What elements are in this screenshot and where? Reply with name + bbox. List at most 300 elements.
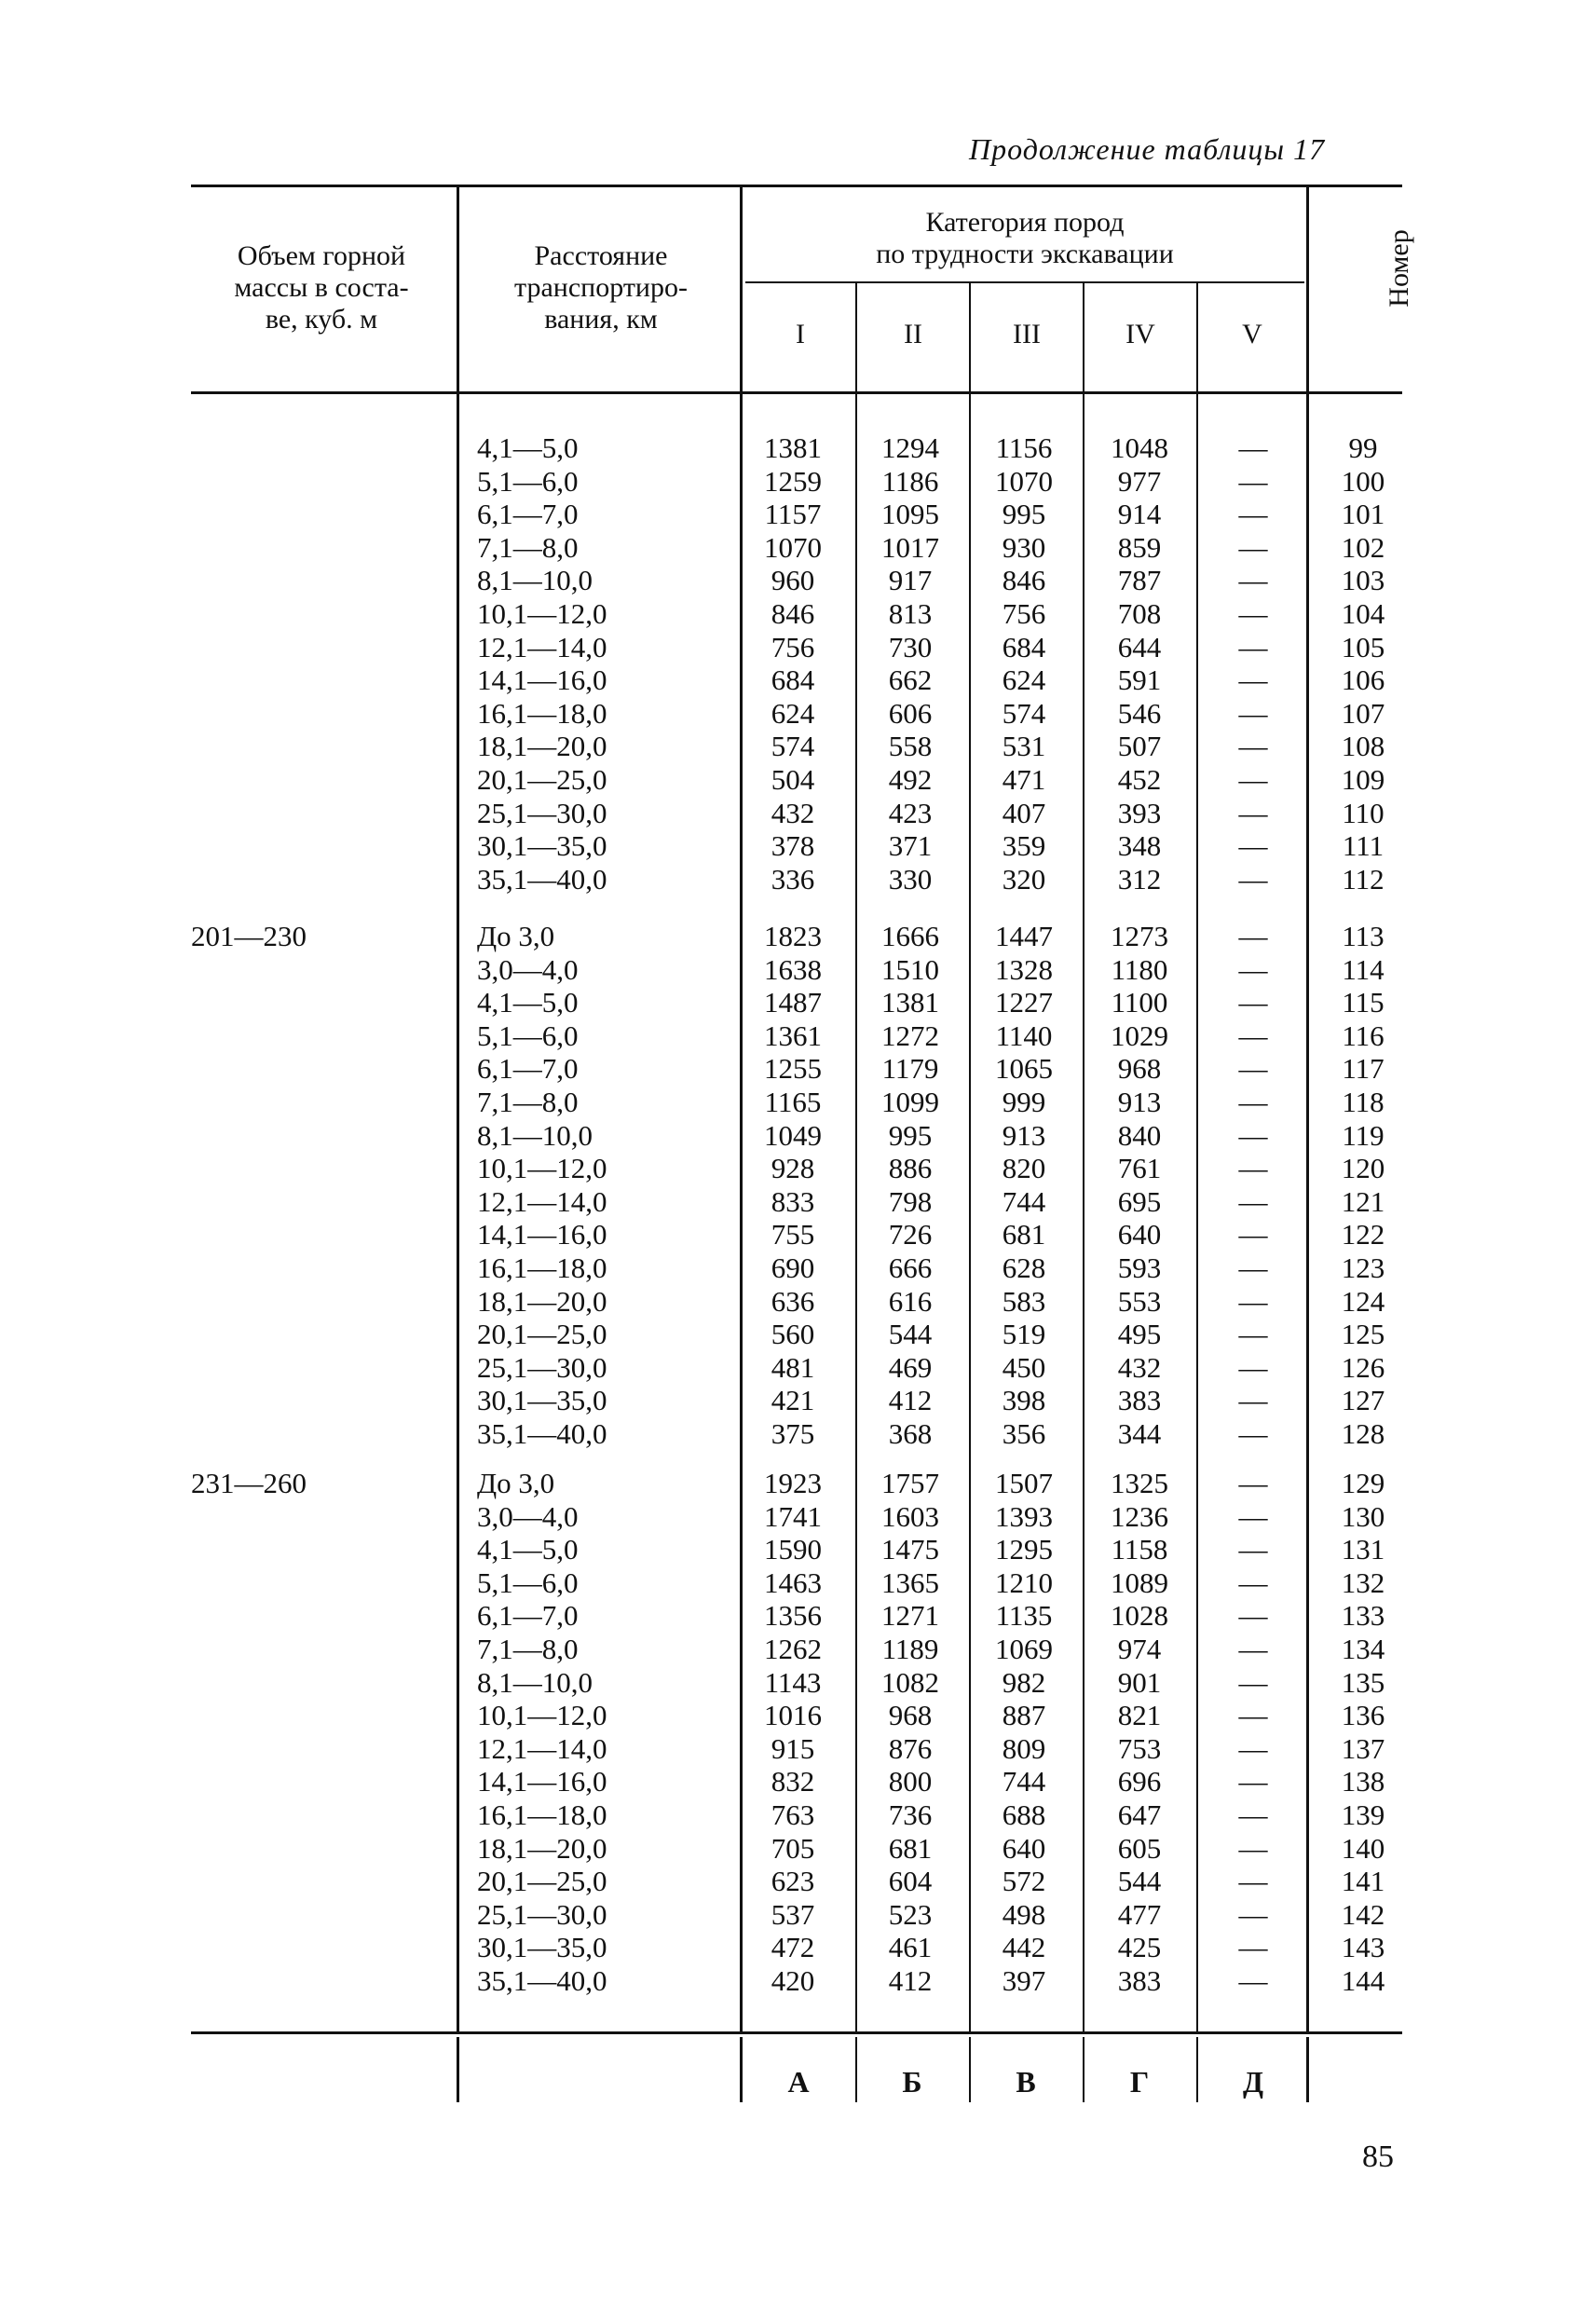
table-row xyxy=(0,1052,1596,1086)
value-cell-cat-1: 1356 xyxy=(764,1599,822,1633)
distance-cell: 7,1—8,0 xyxy=(477,1633,579,1665)
header-volume-line: массы в соста- xyxy=(234,272,409,303)
value-cell-cat-2: 1294 xyxy=(881,431,939,464)
row-number-cell: 136 xyxy=(1341,1699,1385,1732)
value-cell-cat-2: 1757 xyxy=(881,1467,939,1499)
value-cell-cat-5: — xyxy=(1238,663,1268,697)
value-cell-cat-3: 1135 xyxy=(995,1599,1053,1633)
value-cell-cat-5: — xyxy=(1238,1318,1268,1351)
value-cell-cat-4: 546 xyxy=(1117,696,1162,730)
table-row xyxy=(0,431,1596,465)
distance-cell: 30,1—35,0 xyxy=(477,1384,607,1417)
row-number-cell: 135 xyxy=(1341,1665,1385,1699)
row-number-cell: 121 xyxy=(1341,1184,1385,1218)
header-cat-3: III xyxy=(1013,319,1041,349)
footer-code-g: Г xyxy=(1129,2065,1150,2099)
table-caption: Продолжение таблицы 17 xyxy=(969,132,1326,166)
table-row xyxy=(0,1218,1596,1251)
table-row xyxy=(0,1931,1596,1964)
row-number-cell: 144 xyxy=(1341,1964,1385,1997)
distance-cell: 35,1—40,0 xyxy=(477,862,607,896)
value-cell-cat-2: 1510 xyxy=(881,952,939,986)
value-cell-cat-3: 1227 xyxy=(995,986,1053,1019)
row-number-cell: 116 xyxy=(1342,1019,1385,1052)
distance-cell: 3,0—4,0 xyxy=(477,1499,579,1533)
table-row xyxy=(0,564,1596,597)
row-number-cell: 125 xyxy=(1341,1318,1385,1351)
value-cell-cat-4: 348 xyxy=(1117,829,1162,863)
distance-cell: 6,1—7,0 xyxy=(477,498,579,531)
footer-col-rule xyxy=(855,2037,857,2102)
value-cell-cat-3: 407 xyxy=(1002,796,1046,829)
value-cell-cat-2: 1603 xyxy=(881,1499,939,1533)
value-cell-cat-2: 886 xyxy=(888,1152,933,1185)
row-number-cell: 111 xyxy=(1342,829,1385,863)
value-cell-cat-3: 1140 xyxy=(995,1019,1053,1052)
table-row xyxy=(0,953,1596,987)
header-category-line: по трудности экскавации xyxy=(876,239,1174,269)
value-cell-cat-3: 572 xyxy=(1002,1865,1046,1898)
value-cell-cat-5: — xyxy=(1238,530,1268,564)
distance-cell: 35,1—40,0 xyxy=(477,1417,607,1450)
table-row xyxy=(0,1633,1596,1666)
value-cell-cat-4: 696 xyxy=(1117,1765,1162,1798)
value-cell-cat-5: — xyxy=(1238,1019,1268,1052)
distance-cell: 16,1—18,0 xyxy=(477,696,607,730)
value-cell-cat-5: — xyxy=(1238,1086,1268,1118)
value-cell-cat-1: 1143 xyxy=(764,1665,822,1699)
distance-cell: 4,1—5,0 xyxy=(477,431,579,464)
value-cell-cat-2: 736 xyxy=(888,1798,933,1831)
row-number-cell: 107 xyxy=(1341,696,1385,730)
table-row xyxy=(0,1765,1596,1798)
value-cell-cat-4: 1048 xyxy=(1111,431,1168,464)
value-cell-cat-4: 821 xyxy=(1117,1699,1162,1732)
table-row xyxy=(0,1351,1596,1385)
value-cell-cat-3: 681 xyxy=(1002,1218,1046,1251)
value-cell-cat-4: 859 xyxy=(1117,530,1162,564)
row-number-cell: 134 xyxy=(1341,1633,1385,1665)
value-cell-cat-3: 744 xyxy=(1002,1184,1046,1218)
value-cell-cat-4: 1089 xyxy=(1111,1566,1168,1599)
value-cell-cat-4: 425 xyxy=(1117,1931,1162,1964)
value-cell-cat-3: 1447 xyxy=(995,920,1053,952)
table-row xyxy=(0,797,1596,830)
value-cell-cat-2: 1082 xyxy=(881,1665,939,1699)
value-cell-cat-2: 1017 xyxy=(881,530,939,564)
value-cell-cat-1: 833 xyxy=(771,1184,815,1218)
value-cell-cat-5: — xyxy=(1238,1499,1268,1533)
row-number-cell: 104 xyxy=(1341,597,1385,630)
value-cell-cat-3: 913 xyxy=(1002,1118,1046,1152)
row-number-cell: 120 xyxy=(1341,1152,1385,1185)
value-cell-cat-3: 640 xyxy=(1002,1831,1046,1865)
distance-cell: 30,1—35,0 xyxy=(477,1931,607,1964)
row-number-cell: 140 xyxy=(1341,1831,1385,1865)
table-row xyxy=(0,1384,1596,1417)
value-cell-cat-2: 371 xyxy=(888,829,933,863)
table-row xyxy=(0,1699,1596,1732)
value-cell-cat-1: 928 xyxy=(771,1152,815,1185)
footer-col-rule xyxy=(1306,2037,1309,2102)
value-cell-cat-3: 1156 xyxy=(995,431,1053,464)
header-cat-2: II xyxy=(904,319,922,349)
value-cell-cat-1: 846 xyxy=(771,597,815,630)
value-cell-cat-3: 756 xyxy=(1002,597,1046,630)
value-cell-cat-4: 974 xyxy=(1117,1633,1162,1665)
value-cell-cat-5: — xyxy=(1238,1384,1268,1417)
footer-col-rule xyxy=(1196,2037,1198,2102)
value-cell-cat-5: — xyxy=(1238,1831,1268,1865)
header-category-line: Категория пород xyxy=(925,207,1125,238)
distance-cell: 8,1—10,0 xyxy=(477,564,593,597)
distance-cell: 7,1—8,0 xyxy=(477,530,579,564)
value-cell-cat-4: 383 xyxy=(1117,1384,1162,1417)
header-cat-5: V xyxy=(1242,319,1262,349)
row-number-cell: 130 xyxy=(1341,1499,1385,1533)
value-cell-cat-2: 469 xyxy=(888,1350,933,1384)
value-cell-cat-2: 995 xyxy=(888,1118,933,1152)
row-number-cell: 108 xyxy=(1341,730,1385,763)
value-cell-cat-4: 708 xyxy=(1117,597,1162,630)
value-cell-cat-2: 1189 xyxy=(881,1633,939,1665)
value-cell-cat-4: 553 xyxy=(1117,1284,1162,1318)
value-cell-cat-3: 930 xyxy=(1002,530,1046,564)
value-cell-cat-3: 450 xyxy=(1002,1350,1046,1384)
value-cell-cat-2: 968 xyxy=(888,1699,933,1732)
table-row xyxy=(0,1832,1596,1866)
value-cell-cat-1: 960 xyxy=(771,564,815,597)
value-cell-cat-5: — xyxy=(1238,1118,1268,1152)
value-cell-cat-5: — xyxy=(1238,1865,1268,1898)
value-cell-cat-4: 647 xyxy=(1117,1798,1162,1831)
value-cell-cat-2: 461 xyxy=(888,1931,933,1964)
value-cell-cat-2: 1475 xyxy=(881,1533,939,1566)
row-number-cell: 113 xyxy=(1342,920,1385,952)
value-cell-cat-3: 1328 xyxy=(995,952,1053,986)
value-cell-cat-4: 544 xyxy=(1117,1865,1162,1898)
footer-col-rule xyxy=(457,2037,459,2102)
value-cell-cat-4: 383 xyxy=(1117,1964,1162,1997)
value-cell-cat-3: 628 xyxy=(1002,1251,1046,1284)
table-row xyxy=(0,1285,1596,1319)
value-cell-cat-5: — xyxy=(1238,1566,1268,1599)
value-cell-cat-3: 624 xyxy=(1002,663,1046,697)
value-cell-cat-5: — xyxy=(1238,1218,1268,1251)
table-row xyxy=(0,1318,1596,1351)
value-cell-cat-3: 982 xyxy=(1002,1665,1046,1699)
table-row xyxy=(0,1798,1596,1832)
value-cell-cat-1: 420 xyxy=(771,1964,815,1997)
distance-cell: 16,1—18,0 xyxy=(477,1251,607,1284)
value-cell-cat-1: 1923 xyxy=(764,1467,822,1499)
footer-code-a: А xyxy=(787,2065,810,2099)
row-number-cell: 129 xyxy=(1341,1467,1385,1499)
value-cell-cat-5: — xyxy=(1238,696,1268,730)
value-cell-cat-4: 477 xyxy=(1117,1897,1162,1931)
table-row xyxy=(0,1732,1596,1766)
footer-code-d: Д xyxy=(1242,2065,1263,2099)
table-row xyxy=(0,1599,1596,1633)
value-cell-cat-4: 452 xyxy=(1117,763,1162,796)
distance-cell: 18,1—20,0 xyxy=(477,1831,607,1865)
distance-cell: До 3,0 xyxy=(477,1467,555,1499)
distance-cell: 10,1—12,0 xyxy=(477,1699,607,1732)
value-cell-cat-2: 876 xyxy=(888,1731,933,1765)
value-cell-cat-4: 593 xyxy=(1117,1251,1162,1284)
value-cell-cat-2: 616 xyxy=(888,1284,933,1318)
distance-cell: 4,1—5,0 xyxy=(477,1533,579,1566)
header-distance-line: вания, км xyxy=(544,304,658,335)
value-cell-cat-5: — xyxy=(1238,952,1268,986)
row-number-cell: 117 xyxy=(1342,1052,1385,1086)
table-row xyxy=(0,986,1596,1019)
value-cell-cat-4: 1029 xyxy=(1111,1019,1168,1052)
row-number-cell: 142 xyxy=(1341,1897,1385,1931)
value-cell-cat-1: 537 xyxy=(771,1897,815,1931)
table-row xyxy=(0,1500,1596,1534)
table-row xyxy=(0,1865,1596,1898)
value-cell-cat-5: — xyxy=(1238,1152,1268,1185)
row-number-cell: 105 xyxy=(1341,630,1385,663)
value-cell-cat-5: — xyxy=(1238,1699,1268,1732)
value-cell-cat-4: 1325 xyxy=(1111,1467,1168,1499)
table-row xyxy=(0,498,1596,531)
value-cell-cat-2: 1365 xyxy=(881,1566,939,1599)
table-row xyxy=(0,1152,1596,1185)
value-cell-cat-5: — xyxy=(1238,1665,1268,1699)
value-cell-cat-3: 809 xyxy=(1002,1731,1046,1765)
value-cell-cat-4: 605 xyxy=(1117,1831,1162,1865)
value-cell-cat-5: — xyxy=(1238,829,1268,863)
footer-col-rule xyxy=(969,2037,971,2102)
table-row xyxy=(0,1666,1596,1700)
table-row xyxy=(0,920,1596,953)
header-volume xyxy=(191,240,452,335)
value-cell-cat-4: 761 xyxy=(1117,1152,1162,1185)
distance-cell: 5,1—6,0 xyxy=(477,1566,579,1599)
footer-code-v: В xyxy=(1016,2065,1036,2099)
value-cell-cat-1: 915 xyxy=(771,1731,815,1765)
value-cell-cat-2: 666 xyxy=(888,1251,933,1284)
distance-cell: 35,1—40,0 xyxy=(477,1964,607,1997)
value-cell-cat-5: — xyxy=(1238,920,1268,952)
footer-col-rule xyxy=(740,2037,743,2102)
value-cell-cat-1: 1381 xyxy=(764,431,822,464)
header-cat-4: IV xyxy=(1125,319,1155,349)
value-cell-cat-5: — xyxy=(1238,464,1268,498)
table-row xyxy=(0,1467,1596,1500)
value-cell-cat-1: 432 xyxy=(771,796,815,829)
distance-cell: 14,1—16,0 xyxy=(477,663,607,697)
value-cell-cat-3: 442 xyxy=(1002,1931,1046,1964)
distance-cell: 12,1—14,0 xyxy=(477,630,607,663)
value-cell-cat-2: 330 xyxy=(888,862,933,896)
value-cell-cat-2: 412 xyxy=(888,1384,933,1417)
value-cell-cat-1: 705 xyxy=(771,1831,815,1865)
value-cell-cat-3: 398 xyxy=(1002,1384,1046,1417)
value-cell-cat-2: 798 xyxy=(888,1184,933,1218)
value-cell-cat-5: — xyxy=(1238,1052,1268,1086)
row-number-cell: 139 xyxy=(1341,1798,1385,1831)
value-cell-cat-3: 846 xyxy=(1002,564,1046,597)
value-cell-cat-3: 583 xyxy=(1002,1284,1046,1318)
distance-cell: 16,1—18,0 xyxy=(477,1798,607,1831)
value-cell-cat-4: 591 xyxy=(1117,663,1162,697)
value-cell-cat-5: — xyxy=(1238,763,1268,796)
value-cell-cat-3: 684 xyxy=(1002,630,1046,663)
table-row xyxy=(0,763,1596,797)
table-row xyxy=(0,1533,1596,1566)
header-cat-1: I xyxy=(796,319,805,349)
value-cell-cat-2: 813 xyxy=(888,597,933,630)
group-volume: 201—230 xyxy=(191,920,307,952)
footer-rule xyxy=(191,2031,1402,2034)
table-row xyxy=(0,1119,1596,1153)
value-cell-cat-1: 755 xyxy=(771,1218,815,1251)
header-volume-line: Объем горной xyxy=(237,240,406,271)
value-cell-cat-5: — xyxy=(1238,730,1268,763)
table-row xyxy=(0,597,1596,631)
value-cell-cat-3: 744 xyxy=(1002,1765,1046,1798)
table-row xyxy=(0,1898,1596,1932)
value-cell-cat-1: 504 xyxy=(771,763,815,796)
value-cell-cat-3: 397 xyxy=(1002,1964,1046,1997)
distance-cell: 5,1—6,0 xyxy=(477,464,579,498)
value-cell-cat-2: 726 xyxy=(888,1218,933,1251)
value-cell-cat-3: 574 xyxy=(1002,696,1046,730)
value-cell-cat-4: 640 xyxy=(1117,1218,1162,1251)
value-cell-cat-5: — xyxy=(1238,986,1268,1019)
value-cell-cat-3: 356 xyxy=(1002,1417,1046,1450)
distance-cell: 4,1—5,0 xyxy=(477,986,579,1019)
value-cell-cat-3: 1069 xyxy=(995,1633,1053,1665)
value-cell-cat-4: 495 xyxy=(1117,1318,1162,1351)
table-row xyxy=(0,465,1596,499)
value-cell-cat-5: — xyxy=(1238,1251,1268,1284)
value-cell-cat-4: 840 xyxy=(1117,1118,1162,1152)
table-row xyxy=(0,631,1596,664)
value-cell-cat-2: 1272 xyxy=(881,1019,939,1052)
value-cell-cat-1: 684 xyxy=(771,663,815,697)
table-row xyxy=(0,697,1596,731)
distance-cell: 6,1—7,0 xyxy=(477,1599,579,1633)
value-cell-cat-1: 1165 xyxy=(764,1086,822,1118)
value-cell-cat-1: 690 xyxy=(771,1251,815,1284)
value-cell-cat-4: 787 xyxy=(1117,564,1162,597)
value-cell-cat-1: 1638 xyxy=(764,952,822,986)
table-row xyxy=(0,663,1596,697)
row-number-cell: 127 xyxy=(1341,1384,1385,1417)
category-subrule xyxy=(745,281,1304,283)
value-cell-cat-3: 1070 xyxy=(995,464,1053,498)
value-cell-cat-4: 393 xyxy=(1117,796,1162,829)
value-cell-cat-1: 1016 xyxy=(764,1699,822,1732)
value-cell-cat-1: 1487 xyxy=(764,986,822,1019)
value-cell-cat-4: 695 xyxy=(1117,1184,1162,1218)
value-cell-cat-5: — xyxy=(1238,1731,1268,1765)
value-cell-cat-1: 1361 xyxy=(764,1019,822,1052)
row-number-cell: 115 xyxy=(1342,986,1385,1019)
header-number: Номер xyxy=(1384,229,1414,308)
value-cell-cat-5: — xyxy=(1238,597,1268,630)
value-cell-cat-5: — xyxy=(1238,1284,1268,1318)
table-row xyxy=(0,829,1596,863)
value-cell-cat-3: 1295 xyxy=(995,1533,1053,1566)
distance-cell: 25,1—30,0 xyxy=(477,796,607,829)
value-cell-cat-1: 636 xyxy=(771,1284,815,1318)
value-cell-cat-3: 820 xyxy=(1002,1152,1046,1185)
row-number-cell: 103 xyxy=(1341,564,1385,597)
row-number-cell: 122 xyxy=(1341,1218,1385,1251)
value-cell-cat-1: 1262 xyxy=(764,1633,822,1665)
value-cell-cat-2: 1381 xyxy=(881,986,939,1019)
row-number-cell: 133 xyxy=(1341,1599,1385,1633)
value-cell-cat-2: 412 xyxy=(888,1964,933,1997)
distance-cell: 5,1—6,0 xyxy=(477,1019,579,1052)
value-cell-cat-5: — xyxy=(1238,431,1268,464)
value-cell-cat-5: — xyxy=(1238,1599,1268,1633)
distance-cell: 6,1—7,0 xyxy=(477,1052,579,1086)
value-cell-cat-5: — xyxy=(1238,796,1268,829)
value-cell-cat-5: — xyxy=(1238,1897,1268,1931)
value-cell-cat-4: 312 xyxy=(1117,862,1162,896)
value-cell-cat-4: 1180 xyxy=(1111,952,1168,986)
distance-cell: 14,1—16,0 xyxy=(477,1765,607,1798)
distance-cell: До 3,0 xyxy=(477,920,555,952)
value-cell-cat-3: 320 xyxy=(1002,862,1046,896)
distance-cell: 12,1—14,0 xyxy=(477,1731,607,1765)
value-cell-cat-1: 1259 xyxy=(764,464,822,498)
value-cell-cat-4: 432 xyxy=(1117,1350,1162,1384)
distance-cell: 20,1—25,0 xyxy=(477,763,607,796)
distance-cell: 8,1—10,0 xyxy=(477,1118,593,1152)
header-distance-line: транспортиро- xyxy=(514,272,688,303)
value-cell-cat-4: 968 xyxy=(1117,1052,1162,1086)
value-cell-cat-5: — xyxy=(1238,564,1268,597)
value-cell-cat-2: 492 xyxy=(888,763,933,796)
value-cell-cat-4: 914 xyxy=(1117,498,1162,531)
value-cell-cat-2: 662 xyxy=(888,663,933,697)
value-cell-cat-4: 1236 xyxy=(1111,1499,1168,1533)
value-cell-cat-1: 623 xyxy=(771,1865,815,1898)
value-cell-cat-5: — xyxy=(1238,1964,1268,1997)
row-number-cell: 141 xyxy=(1341,1865,1385,1898)
distance-cell: 12,1—14,0 xyxy=(477,1184,607,1218)
value-cell-cat-1: 1157 xyxy=(764,498,822,531)
distance-cell: 8,1—10,0 xyxy=(477,1665,593,1699)
value-cell-cat-2: 1186 xyxy=(881,464,939,498)
value-cell-cat-5: — xyxy=(1238,1633,1268,1665)
value-cell-cat-1: 1823 xyxy=(764,920,822,952)
value-cell-cat-2: 423 xyxy=(888,796,933,829)
header-bottom-rule xyxy=(191,391,1402,394)
value-cell-cat-4: 901 xyxy=(1117,1665,1162,1699)
distance-cell: 30,1—35,0 xyxy=(477,829,607,863)
value-cell-cat-1: 1741 xyxy=(764,1499,822,1533)
table-row xyxy=(0,1185,1596,1219)
value-cell-cat-1: 624 xyxy=(771,696,815,730)
value-cell-cat-3: 519 xyxy=(1002,1318,1046,1351)
table-row xyxy=(0,1566,1596,1600)
row-number-cell: 114 xyxy=(1342,952,1385,986)
value-cell-cat-1: 375 xyxy=(771,1417,815,1450)
distance-cell: 18,1—20,0 xyxy=(477,730,607,763)
table-row xyxy=(0,1251,1596,1285)
row-number-cell: 124 xyxy=(1341,1284,1385,1318)
value-cell-cat-5: — xyxy=(1238,1467,1268,1499)
value-cell-cat-1: 472 xyxy=(771,1931,815,1964)
